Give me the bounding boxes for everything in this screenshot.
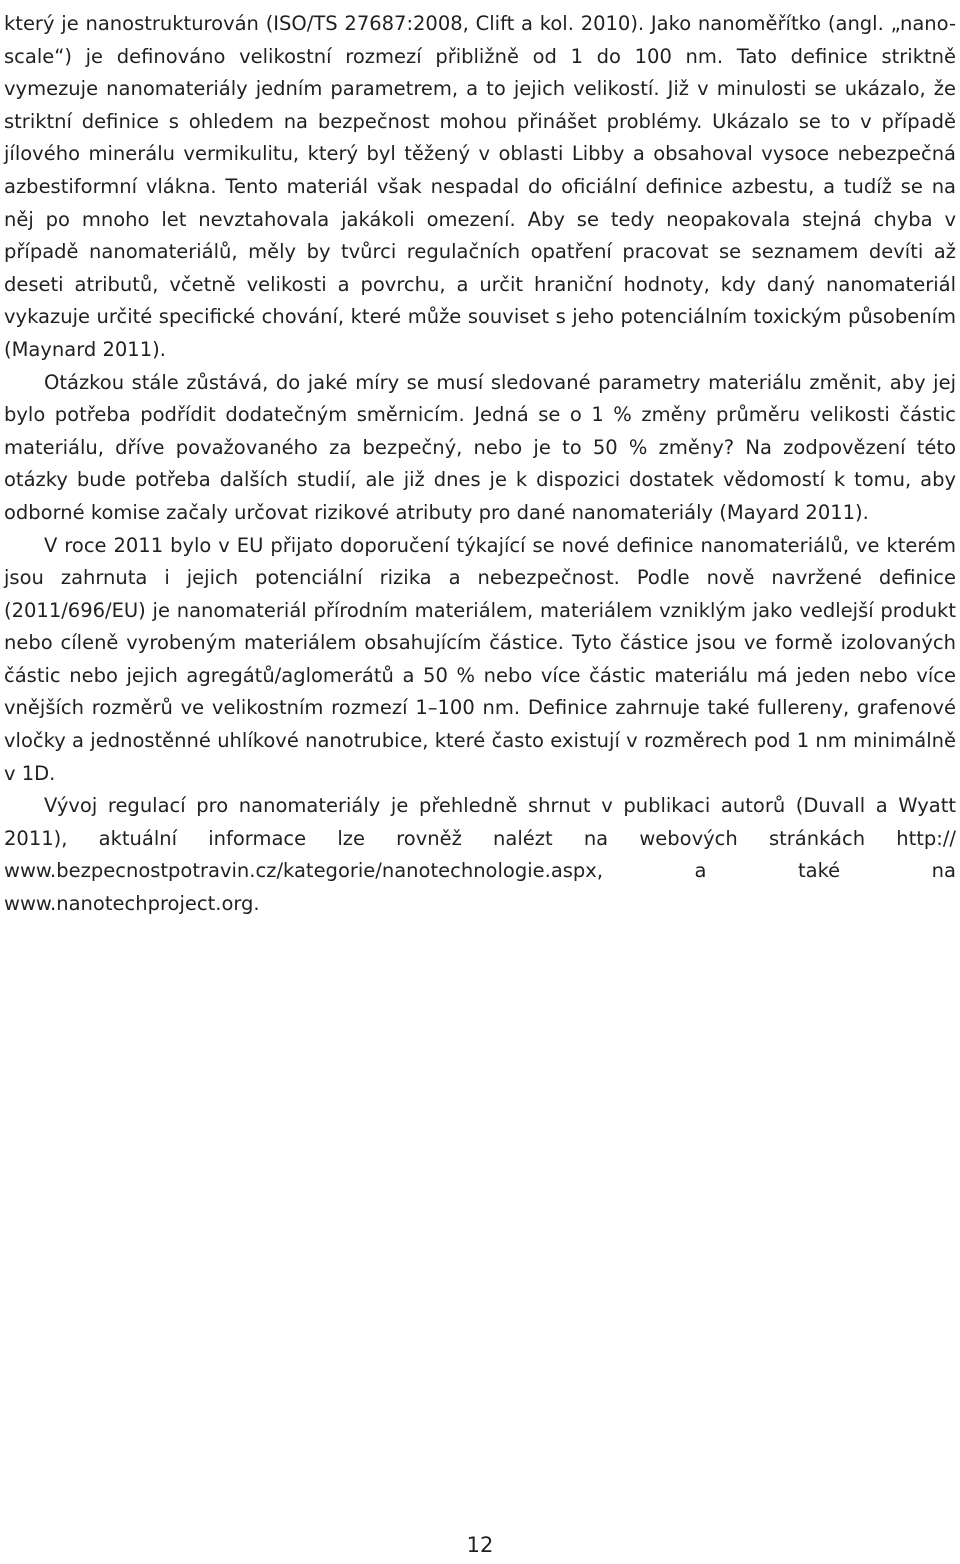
document-page: [4, 0, 956, 1564]
paragraph-4: Vývoj regulací pro nanomateriály je přehledně shrnut v publikaci autorů (Duvall a Wyatt 2011), aktuální informace lze rovněž nalézt na webových stránkách http:// www.bezpecnostpotravin.cz/kategorie/nanotechnologie.aspx, a také na www.nanotechproject.org.: [4, 794, 956, 916]
paragraph-3: V roce 2011 bylo v EU přijato doporučení týkající se nové definice nanomateriálů, ve kterém jsou zahrnuta i jejich potenciální rizika a nebezpečnost. Podle nově navržené definice (2011/696/EU) je nanomateriál přírodním materiálem, materiálem vzniklým jako vedlejší produkt nebo cíleně vyrobeným materiálem obsahujícím částice. Tyto částice jsou ve formě izolovaných částic nebo jejich agregátů/aglomerátů a 50 % nebo více částic materiálu má jeden nebo více vnějších rozměrů ve velikostním rozmezí 1–100 nm. Definice zahrnuje také fullereny, grafenové vločky a jednostěnné uhlíkové nanotrubice, které často existují v rozměrech pod 1 nm minimálně v 1D.: [4, 533, 956, 785]
paragraph-1: který je nanostrukturován (ISO/TS 27687:2008, Clift a kol. 2010). Jako nanoměřítko (angl. „nano-scale“) je definováno velikostní rozmezí přibližně od 1 do 100 nm. Tato definice striktně vymezuje nanomateriály jedním parametrem, a to jejich velikostí. Již v minulosti se ukázalo, že striktní definice s ohledem na bezpečnost mohou přinášet problémy. Ukázalo se to v případě jílového minerálu vermikulitu, který byl těžený v oblasti Libby a obsahoval vysoce nebezpečná azbestiformní vlákna. Tento materiál však nespadal do oficiální definice azbestu, a tudíž se na něj po mnoho let nevztahovala jakákoli omezení. Aby se tedy neopakovala stejná chyba v případě nanomateriálů, měly by tvůrci regulačních opatření pracovat se seznamem devíti až deseti atributů, včetně velikosti a povrchu, a určit hraniční hodnoty, kdy daný nanomateriál vykazuje určité specifické chování, které může souviset s jeho potenciálním toxickým působením (Maynard 2011).: [4, 12, 956, 361]
paragraph-2: Otázkou stále zůstává, do jaké míry se musí sledované parametry materiálu změnit, aby jej bylo potřeba podřídit dodatečným směrnicím. Jedná se o 1 % změny průměru velikosti částic materiálu, dříve považovaného za bezpečný, nebo je to 50 % změny? Na zodpovězení této otázky bude potřeba dalších studií, ale již dnes je k dispozici dostatek vědomostí k tomu, aby odborné komise začaly určovat rizikové atributy pro dané nanomateriály (Mayard 2011).: [4, 370, 956, 524]
page-number: 12: [466, 1533, 494, 1557]
body-text: [4, 8, 956, 921]
